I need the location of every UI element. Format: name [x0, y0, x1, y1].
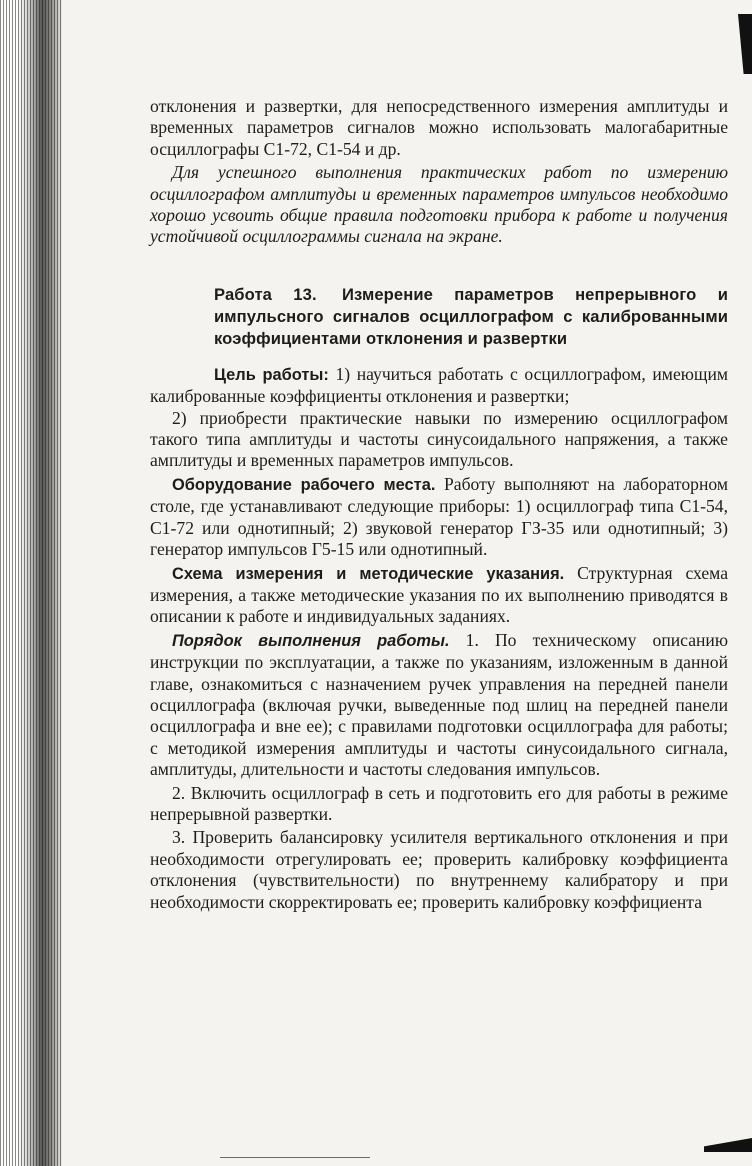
goal-item-1: 1) научиться работать с осциллографом, имеющим калиброванные коэффициенты отклонения и развертки; [150, 363, 728, 407]
equipment-paragraph [150, 474, 728, 561]
procedure-step-1: 1. По техническому описанию инструкции по эксплуатации, а также по указаниям, изложенным в данной главе, ознакомиться с назначением ручек управления на передней панели осциллографа (включая ручки, выведенные под шлиц на передней панели осциллографа и вне ее); с правилами подготовки осциллографа для работы; с методикой измерения амплитуды и частоты синусоидального сигнала, амплитуды, длительности и частоты следования импульсов. [150, 629, 728, 780]
section-label: Работа 13. [214, 284, 317, 304]
procedure-heading: Порядок выполнения работы. [172, 631, 450, 650]
section-title: Измерение параметров непрерывного и импульсного сигналов осциллографом с калиброванными коэффициентами отклонения и развертки [214, 284, 728, 348]
scheme-text: Структурная схема измерения, а также методические указания по их выполнению приводятся в описании к работе и индивидуальных заданиях. [150, 562, 729, 627]
goal-paragraph [150, 364, 728, 408]
intro-paragraph-2: Для успешного выполнения практических работ по измерению осциллографом амплитуды и временных параметров импульсов необходимо хорошо усвоить общие правила подготовки прибора к работе и получения устойчивой осциллограммы сигнала на экране. [150, 162, 728, 247]
procedure-step-3: 3. Проверить балансировку усилителя вертикального отклонения и при необходимости отрегулировать ее; проверить калибровку коэффициента отклонения (чувствительности) по внутреннему калибратору и при необходимости скорректировать ее; проверить калибровку коэффициента [150, 827, 728, 912]
scan-corner-mark [738, 14, 752, 74]
goal-item-2: 2) приобрести практические навыки по измерению осциллографом такого типа амплитуды и частоты синусоидального напряжения, а также амплитуды и временных параметров импульсов. [150, 407, 728, 471]
scheme-paragraph [150, 563, 728, 628]
scheme-heading: Схема измерения и методические указания. [172, 564, 565, 583]
footer-rule [220, 1157, 370, 1158]
page-body [150, 96, 728, 913]
equipment-text: Работу выполняют на лабораторном столе, где устанавливают следующие приборы: 1) осциллограф типа С1-54, С1-72 или однотипный; 2) звуковой генератор ГЗ-35 или однотипный; 3) генератор импульсов Г5-15 или однотипный. [150, 473, 728, 560]
equipment-heading: Оборудование рабочего места. [172, 475, 436, 494]
scan-bottom-mark [704, 1138, 752, 1152]
procedure-paragraph [150, 630, 728, 781]
book-binding-shadow [0, 0, 62, 1166]
procedure-step-2: 2. Включить осциллограф в сеть и подготовить его для работы в режиме непрерывной развертки. [150, 782, 728, 824]
intro-paragraph-1: отклонения и развертки, для непосредственного измерения амплитуды и временных параметров сигналов можно использовать малогабаритные осциллографы С1-72, С1-54 и др. [150, 96, 728, 159]
section-heading [150, 284, 728, 350]
goal-heading: Цель работы: [214, 365, 329, 384]
